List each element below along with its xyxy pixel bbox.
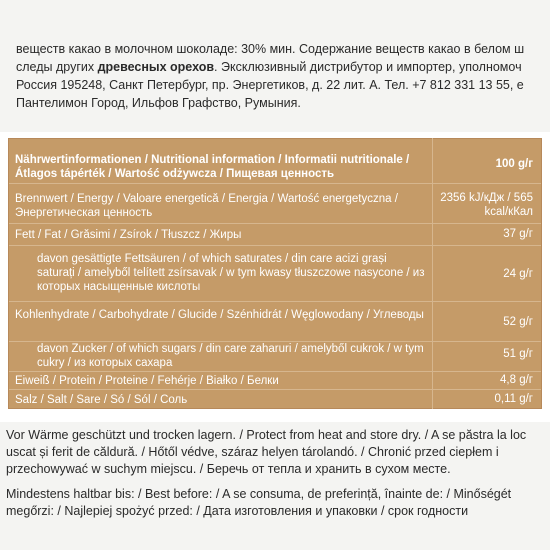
nutrition-row-value: 37 g/г: [503, 228, 533, 240]
nutrition-header-value-cell: [432, 138, 533, 183]
ingredients-line-2-pre: следы других: [16, 60, 98, 74]
storage-instructions-block: [6, 427, 546, 528]
storage-instructions: Vor Wärme geschützt und trocken lagern. / Protect from heat and store dry. / A se păstra la loc uscat și ferit de căldură. / Hőtől védve, száraz helyen tárolandó. / Chronić przed ciepłem i przechowywać w suchym miejscu. / Беречь от тепла и хранить в сухом месте.: [6, 428, 527, 476]
nutrition-row-label: davon gesättigte Fettsäuren / of which saturates / din care acizi grași saturați / amelyből telített zsírsavak / w tym kwasy tłuszczowe nasycone / из которых насыщенные кислоты: [37, 253, 425, 293]
ingredients-line-2: [0, 58, 550, 76]
nutrition-row-label: Brennwert / Energy / Valoare energetică / Energia / Wartość energetyczna / Энергетическая ценность: [15, 193, 398, 219]
nutrition-row-value: 24 g/г: [503, 268, 533, 280]
nutrition-row-saturates: [9, 245, 541, 302]
nutrition-row-value: 4,8 g/г: [500, 374, 533, 386]
nutrition-row-label: Fett / Fat / Grăsimi / Zsírok / Tłuszcz / Жиры: [15, 229, 242, 241]
ingredients-line-2-post: . Эксклюзивный дистрибутор и импортер, уполномоч: [214, 60, 522, 74]
nutrition-row-carbohydrate: [9, 301, 541, 342]
nutrition-row-value-cell: [432, 223, 533, 246]
nutrition-header-label: Nährwertinformationen / Nutritional information / Informatii nutritionale / Átlagos tápérték / Wartość odżywcza / Пищевая ценность: [15, 154, 410, 180]
nutrition-row-value-cell: [432, 245, 533, 302]
nutrition-table: [8, 138, 542, 409]
nutrition-row-value-cell: [432, 389, 533, 409]
nutrition-row-value-cell: [432, 183, 533, 224]
nutrition-row-value-cell: [432, 301, 533, 342]
distributor-address-line: Россия 195248, Санкт Петербург, пр. Энергетиков, д. 22 лит. А. Тел. +7 812 331 13 55, e: [16, 78, 524, 92]
nutrition-row-energy: [9, 183, 541, 224]
nutrition-row-label: Kohlenhydrate / Carbohydrate / Glucide / Szénhidrát / Węglowodany / Углеводы: [15, 309, 424, 321]
nutrition-row-value: 51 g/г: [503, 348, 533, 360]
nutrition-row-sugars: [9, 341, 541, 372]
nutrition-row-label: davon Zucker / of which sugars / din care zaharuri / amelyből cukrok / w tym cukry / из которых сахара: [37, 343, 424, 369]
nutrition-row-fat: [9, 223, 541, 246]
nutrition-row-label: Eiweiß / Protein / Proteine / Fehérje / Białko / Белки: [15, 375, 279, 387]
nutrition-header-row: [9, 139, 541, 183]
ingredients-text-block: [0, 40, 550, 112]
nutrition-row-value: 0,11 g/г: [494, 393, 533, 405]
nutrition-row-protein: [9, 371, 541, 390]
nutrition-row-value-cell: [432, 341, 533, 372]
manufacturer-address-line: Пантелимон Город, Ильфов Графство, Румыния.: [16, 96, 301, 110]
best-before-text: Mindestens haltbar bis: / Best before: / A se consuma, de preferință, înainte de: / Minőségét megőrzi: / Najlepiej spożyć przed: / Дата изготовления и упаковки / срок годности: [6, 487, 512, 518]
nutrition-row-label: Salz / Salt / Sare / Só / Sól / Соль: [15, 394, 188, 406]
nutrition-row-value: 2356 kJ/кДж / 565 kcal/кКал: [440, 192, 533, 218]
ingredients-line-1: веществ какао в молочном шоколаде: 30% мин. Содержание веществ какао в белом ш: [16, 42, 525, 56]
nutrition-row-value-cell: [432, 371, 533, 390]
allergen-tree-nuts: древесных орехов: [97, 60, 215, 74]
nutrition-row-salt: [9, 389, 541, 409]
nutrition-row-value: 52 g/г: [503, 316, 533, 328]
nutrition-header-value: 100 g/г: [495, 158, 533, 170]
